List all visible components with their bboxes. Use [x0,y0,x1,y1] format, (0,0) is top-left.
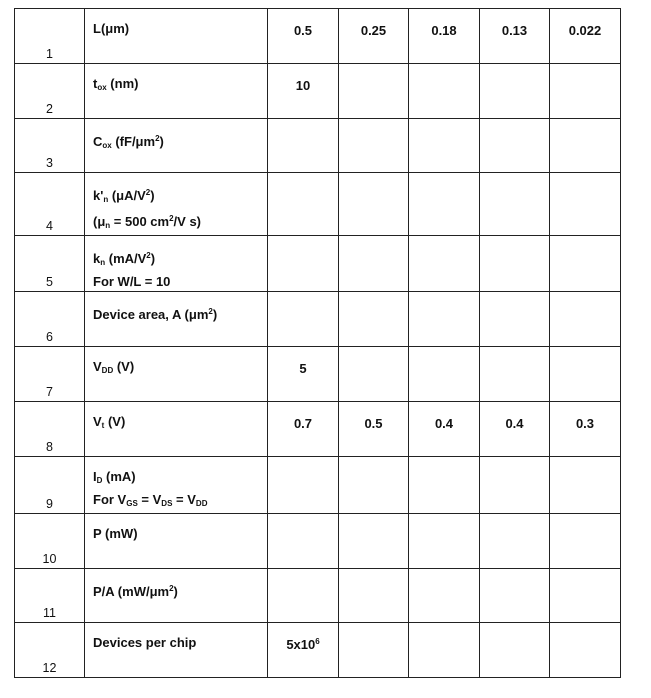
value-cell [339,63,409,118]
value-cell [268,401,339,456]
parameter-label [85,347,268,402]
parameter-line [93,467,267,490]
parameter-line [93,209,267,235]
parameter-line [93,579,267,601]
superscript: 2 [208,307,213,317]
value-cell [268,456,339,513]
value-cell [480,292,550,347]
table-row [15,118,621,173]
superscript: 2 [145,188,151,198]
row-number: 9 [15,456,85,513]
value-cell [550,513,621,568]
value-cell [550,63,621,118]
label-text: k [93,251,101,267]
superscript: 2 [155,133,160,143]
parameter-label [85,236,268,292]
subscript: ox [102,140,112,150]
value-cell [268,568,339,623]
row-number: 2 [15,63,85,118]
table-row [15,568,621,623]
value-cell [480,456,550,513]
label-text: (V) [113,359,135,375]
value-cell [550,623,621,678]
cell-value: 0.13 [501,23,528,38]
value-cell [480,513,550,568]
value-cell [409,568,480,623]
row-number: 11 [15,568,85,623]
parameter-label [85,173,268,236]
label-text: ) [150,188,155,204]
label-text: (fF/μm [111,133,156,149]
subscript: ox [97,82,107,92]
superscript: 6 [315,637,320,647]
table-row [15,292,621,347]
value-cell [409,173,480,236]
value-cell [409,292,480,347]
value-cell [339,456,409,513]
value-cell [339,118,409,173]
label-text: (mA) [102,468,136,484]
label-text: t [93,75,98,91]
table-row [15,623,621,678]
value-cell [480,9,550,64]
subscript: t [101,420,105,430]
value-cell [409,9,480,64]
value-cell [550,118,621,173]
cell-value: 10 [295,77,311,93]
value-cell [268,623,339,678]
label-text: Devices per chip [93,635,197,651]
value-cell [409,63,480,118]
cell-value: 0.7 [293,415,313,431]
parameter-line [93,412,267,435]
table-row [15,173,621,236]
row-number: 10 [15,513,85,568]
cell-value: 0.4 [434,415,454,431]
label-text: For V [93,491,127,507]
cell-value: 0.022 [568,23,602,38]
parameter-line [93,633,267,652]
cell-value: 0.5 [293,23,313,38]
value-cell [409,347,480,402]
parameter-line [93,524,267,543]
value-cell [550,236,621,292]
row-number: 5 [15,236,85,292]
superscript: 2 [169,214,174,224]
label-text: (V) [104,413,126,429]
subscript: n [103,195,109,205]
parameter-label [85,513,268,568]
value-cell [339,9,409,64]
parameter-label [85,118,268,173]
value-cell [550,401,621,456]
value-cell [268,292,339,347]
row-number: 4 [15,173,85,236]
value-cell [339,236,409,292]
label-text: k' [93,188,104,204]
label-text: = V [172,491,196,507]
subscript: DS [161,498,173,508]
value-cell [409,401,480,456]
value-cell [480,63,550,118]
value-cell [339,292,409,347]
value-cell [268,513,339,568]
table-row [15,456,621,513]
value-cell [268,63,339,118]
row-number: 1 [15,9,85,64]
value-cell [268,9,339,64]
parameter-line [93,183,267,209]
label-text: /V s) [173,214,202,230]
subscript: DD [195,498,208,508]
parameter-label [85,63,268,118]
value-cell [480,623,550,678]
subscript: GS [126,498,138,508]
table-row [15,401,621,456]
value-cell [339,173,409,236]
cell-value: 0.5 [364,415,383,431]
superscript: 2 [146,251,151,261]
cell-value: 0.4 [505,415,524,431]
value-cell [550,568,621,623]
value-cell [550,9,621,64]
table-row [15,347,621,402]
subscript: n [100,258,106,268]
value-cell [480,118,550,173]
value-cell [339,401,409,456]
value-cell [339,568,409,623]
value-cell [480,173,550,236]
parameter-label [85,456,268,513]
cell-value: 0.25 [360,23,387,38]
label-text: ) [150,251,156,267]
label-text: Device area, A (μm [93,307,209,323]
subscript: n [105,221,111,231]
device-scaling-table [14,8,621,678]
parameter-label [85,568,268,623]
parameter-line [93,302,267,324]
label-text: For W/L = 10 [93,274,171,290]
cell-value: 0.3 [575,415,595,431]
label-text: ) [173,583,178,599]
parameter-label [85,292,268,347]
parameter-line [93,129,267,155]
superscript: 2 [169,583,174,593]
cell-value: 5 [299,361,307,377]
value-cell [268,118,339,173]
row-number: 8 [15,401,85,456]
value-cell [339,347,409,402]
label-text: C [93,133,103,149]
label-text: ) [159,133,164,149]
value-cell [409,456,480,513]
value-cell [550,456,621,513]
label-text: (μA/V [108,188,146,204]
value-cell [550,292,621,347]
parameter-line [93,490,267,513]
value-cell [268,347,339,402]
label-text: V [93,359,102,375]
value-cell [268,173,339,236]
label-text: (mA/V [105,251,147,267]
table-row [15,236,621,292]
value-cell [409,513,480,568]
label-text: V [93,413,102,429]
value-cell [480,236,550,292]
parameter-line [93,19,267,38]
table-row [15,63,621,118]
subscript: DD [101,366,114,376]
parameter-line [93,272,267,291]
label-text: ) [212,307,218,323]
label-text: (μ [93,214,106,230]
parameter-line [93,74,267,97]
parameter-label [85,401,268,456]
value-cell [550,347,621,402]
parameter-line [93,246,267,272]
row-number: 7 [15,347,85,402]
label-text: = V [137,491,162,507]
value-cell [480,347,550,402]
value-cell [409,118,480,173]
label-text: L(μm) [93,21,130,36]
table-body [15,9,621,678]
value-cell [339,623,409,678]
cell-value: 0.18 [431,23,457,38]
value-cell [480,568,550,623]
label-text: (nm) [106,75,139,91]
label-text: = 500 cm [110,214,170,230]
label-text: I [93,468,97,484]
value-cell [480,401,550,456]
table-row [15,9,621,64]
label-text: P (mW) [93,525,138,541]
value-cell [409,623,480,678]
row-number: 12 [15,623,85,678]
label-text: P/A (mW/μm [93,583,170,599]
value-cell [550,173,621,236]
subscript: D [96,475,103,485]
parameter-label [85,9,268,64]
value-cell [409,236,480,292]
parameter-label [85,623,268,678]
row-number: 6 [15,292,85,347]
table-row [15,513,621,568]
cell-value: 5x10 [286,637,316,653]
row-number: 3 [15,118,85,173]
parameter-line [93,357,267,380]
value-cell [268,236,339,292]
value-cell [339,513,409,568]
